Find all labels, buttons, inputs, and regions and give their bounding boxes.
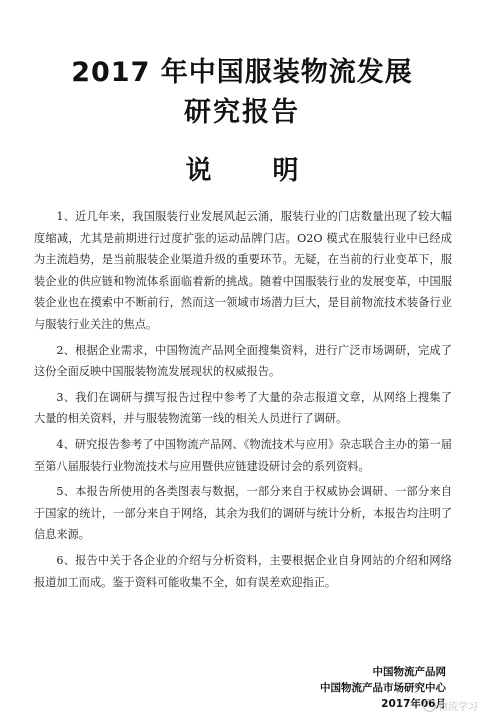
report-title-line-2: 研究报告 <box>184 97 300 128</box>
signature-org-1: 中国物流产品网 <box>372 666 446 678</box>
section-heading: 说 明 <box>185 156 325 186</box>
paragraph-6: 6、报告中关于各企业的介绍与分析资料，主要根据企业自身网站的介绍和网络报道加工而成。鉴于资料可能收集不全，如有误差欢迎指正。 <box>34 553 452 589</box>
report-title-line-1: 2017 年中国服装物流发展 <box>71 57 413 88</box>
wechat-icon <box>423 699 436 712</box>
watermark <box>423 698 478 713</box>
watermark-text: 物流学习 <box>438 702 478 713</box>
paragraph-3: 3、我们在调研与撰写报告过程中参考了大量的杂志报道文章，从网络上搜集了大量的相关资料，并与服装物流第一线的相关人员进行了调研。 <box>34 390 452 426</box>
signature-org-2: 中国物流产品市场研究中心 <box>320 682 446 694</box>
paragraph-2: 2、根据企业需求，中国物流产品网全面搜集资料，进行广泛市场调研，完成了这份全面反映中国服装物流发展现状的权威报告。 <box>34 343 452 379</box>
paragraph-1: 1、近几年来，我国服装行业发展风起云涌，服装行业的门店数量出现了较大幅度缩减，尤其是前期进行过度扩张的运动品牌门店。O2O 模式在服装行业中已经成为主流趋势，是当前服装企业渠道升级的重要环节。无疑，在当前的行业变革下，服装企业的供应链和物流体系面临着新的挑战。随着中国服装行业的发展变革，中国服装企业也在摸索中不断前行，然而这一领域市场潜力巨大，是目前物流技术装备行业与服装行业关注的焦点。 <box>34 210 452 331</box>
paragraph-4: 4、研究报告参考了中国物流产品网、《物流技术与应用》杂志联合主办的第一届至第八届服装行业物流技术与应用暨供应链建设研讨会的系列资料。 <box>34 437 452 473</box>
body-text <box>34 206 452 597</box>
signature-date: 2017年06月 <box>381 698 446 710</box>
paragraph-5: 5、本报告所使用的各类图表与数据，一部分来自于权威协会调研、一部分来自于国家的统计，一部分来自于网络，其余为我们的调研与统计分析，本报告均注明了信息来源。 <box>34 485 452 542</box>
